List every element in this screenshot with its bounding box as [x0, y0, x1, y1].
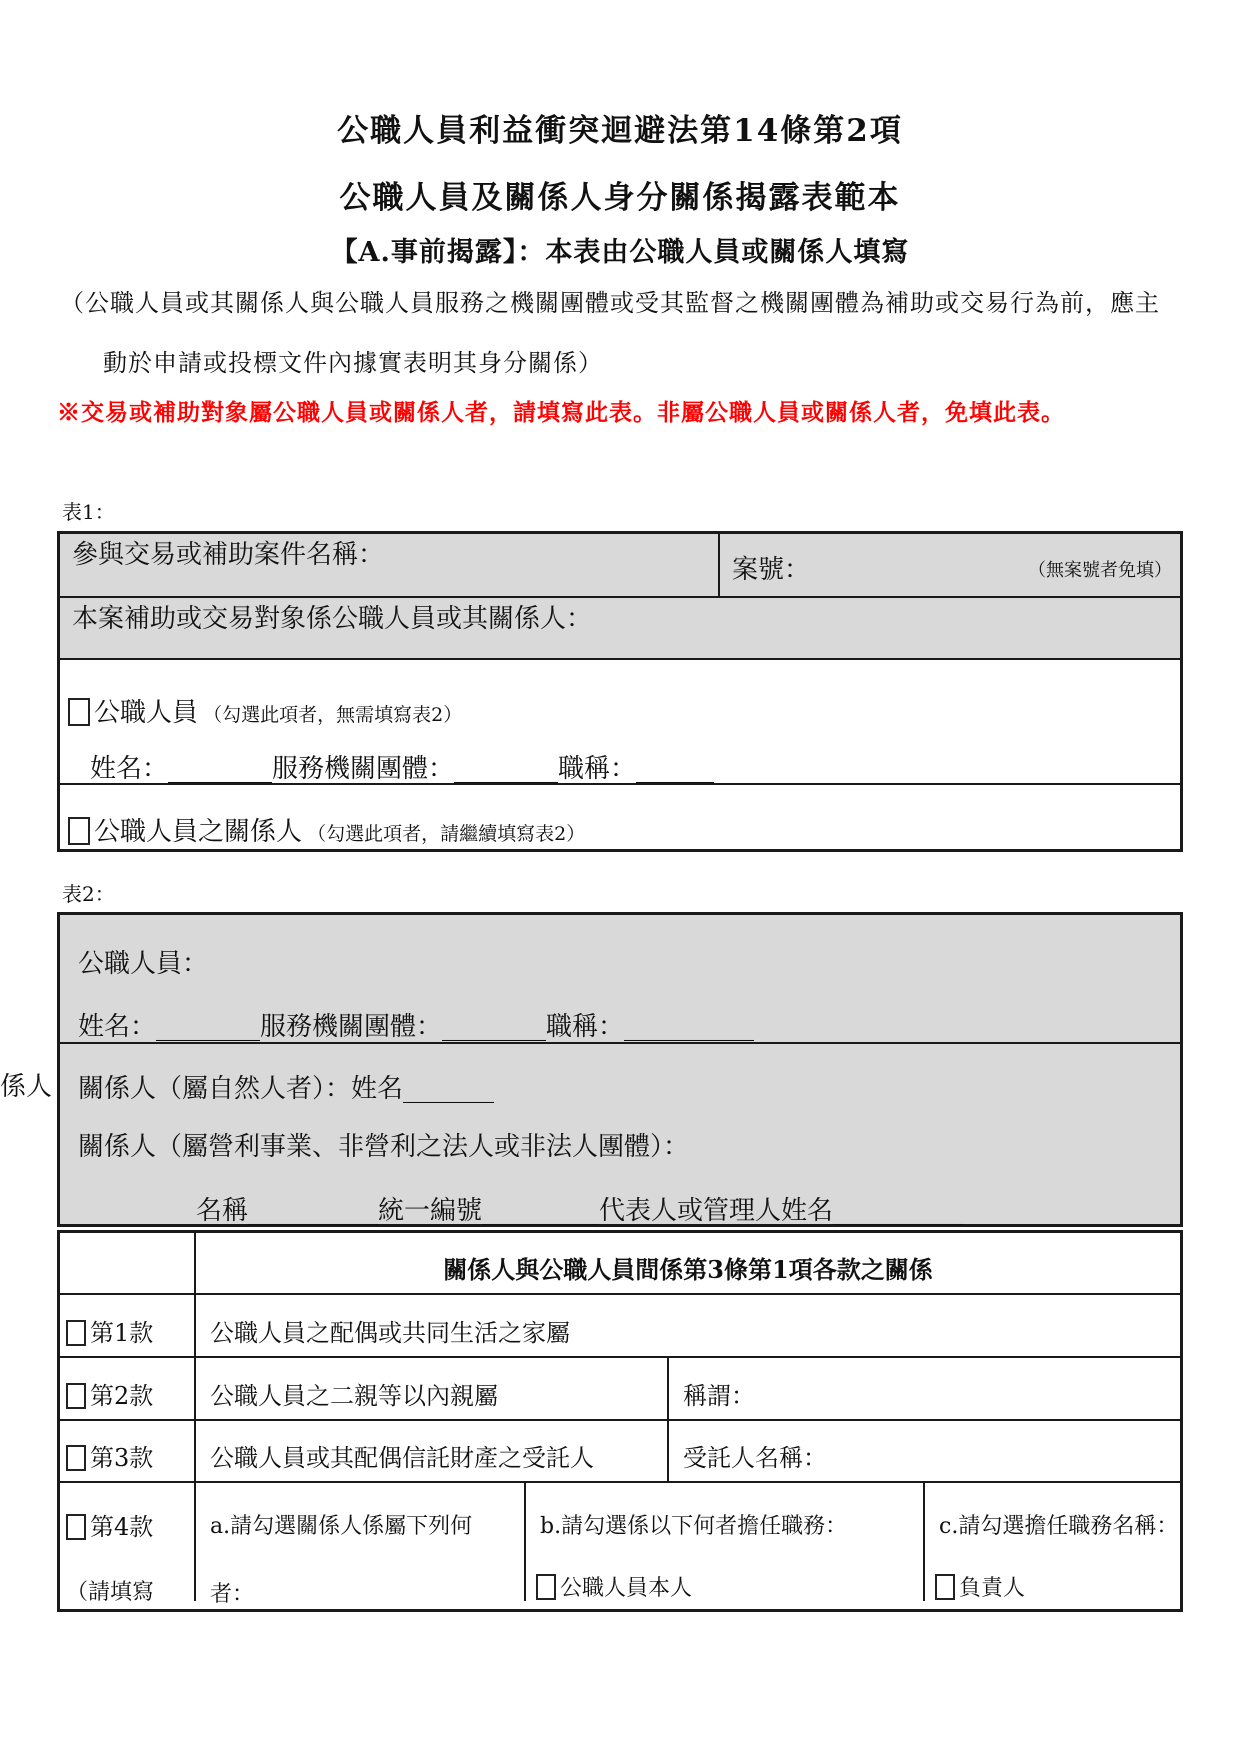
- clause1-description: 公職人員之配偶或共同生活之家屬: [210, 1319, 570, 1347]
- table2-related-natural[interactable]: 關係人（屬自然人者）：姓名_______: [78, 1074, 495, 1104]
- table1-row-case: [60, 534, 1180, 596]
- clause3-label: 第3款: [90, 1444, 154, 1472]
- clause4-checkbox[interactable]: [66, 1514, 86, 1540]
- clause4-a-line1: a.請勾選關係人係屬下列何: [210, 1514, 473, 1539]
- relation-row-2: [60, 1356, 1180, 1419]
- clause3-extra-label[interactable]: 受託人名稱：: [683, 1444, 827, 1472]
- clause4-c-option1-checkbox[interactable]: [935, 1574, 955, 1600]
- related-option-label: 公職人員之關係人: [94, 817, 303, 847]
- page-title-line1: 公職人員利益衝突迴避法第14條第2項: [337, 113, 903, 149]
- table1-row-subject: [60, 596, 1180, 658]
- official-option-label: 公職人員: [94, 698, 199, 728]
- clause4-b-option1-label: 公職人員本人: [560, 1576, 693, 1601]
- case-number-label: 案號：: [732, 555, 811, 585]
- case-number-cell: [720, 534, 1180, 596]
- relation-row-3: [60, 1419, 1180, 1481]
- relation-header-spacer: [60, 1233, 196, 1293]
- clause1-label: 第1款: [90, 1319, 154, 1347]
- relation-header-row: [60, 1233, 1180, 1293]
- case-number-note: （無案號者免填）: [1028, 560, 1172, 581]
- table1-row-related: [60, 783, 1180, 846]
- clause3-checkbox[interactable]: [66, 1445, 86, 1471]
- official-checkbox[interactable]: [68, 698, 90, 726]
- table2-divider: [60, 1042, 1180, 1044]
- relation-header-title: 關係人與公職人員間係第3條第1項各款之關係: [443, 1255, 933, 1284]
- clause4-c-title: c.請勾選擔任職務名稱：: [939, 1514, 1179, 1539]
- clause4-b-title: b.請勾選係以下何者擔任職務：: [540, 1514, 848, 1539]
- clause4-col-c: [925, 1483, 1180, 1601]
- warning-notice: ※交易或補助對象屬公職人員或關係人者，請填寫此表。非屬公職人員或關係人者，免填此表。: [57, 399, 1065, 426]
- clause4-b-option1-checkbox[interactable]: [536, 1574, 556, 1600]
- clause1-cell: [60, 1295, 196, 1356]
- table2-label: 表2：: [62, 882, 115, 906]
- table2-official-heading: 公職人員：: [78, 949, 209, 979]
- intro-paragraph-line1: （公職人員或其關係人與公職人員服務之機關團體或受其監督之機關團體為補助或交易行為前，應主: [60, 289, 1160, 317]
- clause4-a-line2: 者：: [210, 1582, 255, 1607]
- table1-row-official: [60, 658, 1180, 783]
- clause4-label: 第4款: [90, 1513, 154, 1541]
- table2: [57, 912, 1183, 1227]
- clause1-checkbox[interactable]: [66, 1320, 86, 1346]
- clause4-note: （請填寫: [66, 1580, 155, 1605]
- clause3-description: 公職人員或其配偶信託財產之受託人: [196, 1421, 669, 1481]
- related-option-line: [68, 811, 585, 848]
- clause2-description: 公職人員之二親等以內親屬: [196, 1358, 669, 1419]
- margin-overflow-text: 係人: [0, 1072, 53, 1102]
- relation-row-4: [60, 1481, 1180, 1607]
- clause2-cell: [60, 1358, 196, 1419]
- table2-related-entity: 關係人（屬營利事業、非營利之法人或非法人團體）：: [78, 1132, 690, 1162]
- official-option-note: （勾選此項者，無需填寫表2）: [203, 704, 463, 726]
- related-option-note: （勾選此項者，請繼續填寫表2）: [307, 823, 586, 845]
- table1: [57, 531, 1183, 852]
- page-title-line2: 公職人員及關係人身分關係揭露表範本: [339, 180, 901, 216]
- relation-row-1: [60, 1293, 1180, 1356]
- clause3-cell: [60, 1421, 196, 1481]
- clause4-col-b: [526, 1483, 925, 1601]
- relation-table: [57, 1230, 1183, 1612]
- page-title-line3: 【A.事前揭露】：本表由公職人員或關係人填寫: [330, 237, 910, 268]
- clause4-col-a: [196, 1483, 526, 1607]
- table1-label: 表1：: [62, 500, 115, 524]
- subject-label: 本案補助或交易對象係公職人員或其關係人：: [72, 604, 593, 634]
- clause4-cell: [60, 1483, 196, 1605]
- clause4-c-option1-label: 負責人: [959, 1576, 1026, 1601]
- clause2-checkbox[interactable]: [66, 1383, 86, 1409]
- table2-entity-fields[interactable]: 名稱__________統一編號_________代表人或管理人姓名__________: [196, 1196, 964, 1226]
- case-name-label: 參與交易或補助案件名稱：: [72, 540, 385, 570]
- official-option-line: [68, 692, 462, 729]
- table2-official-fields[interactable]: 姓名：________服務機關團體：________職稱：__________: [78, 1012, 755, 1042]
- case-name-cell: [60, 534, 720, 596]
- official-fields-line[interactable]: 姓名：________服務機關團體：________職稱：______: [90, 754, 715, 784]
- related-checkbox[interactable]: [68, 817, 90, 845]
- clause2-label: 第2款: [90, 1382, 154, 1410]
- intro-paragraph-line2: 動於申請或投標文件內據實表明其身分關係）: [103, 349, 603, 377]
- clause2-extra-label[interactable]: 稱謂：: [683, 1382, 755, 1410]
